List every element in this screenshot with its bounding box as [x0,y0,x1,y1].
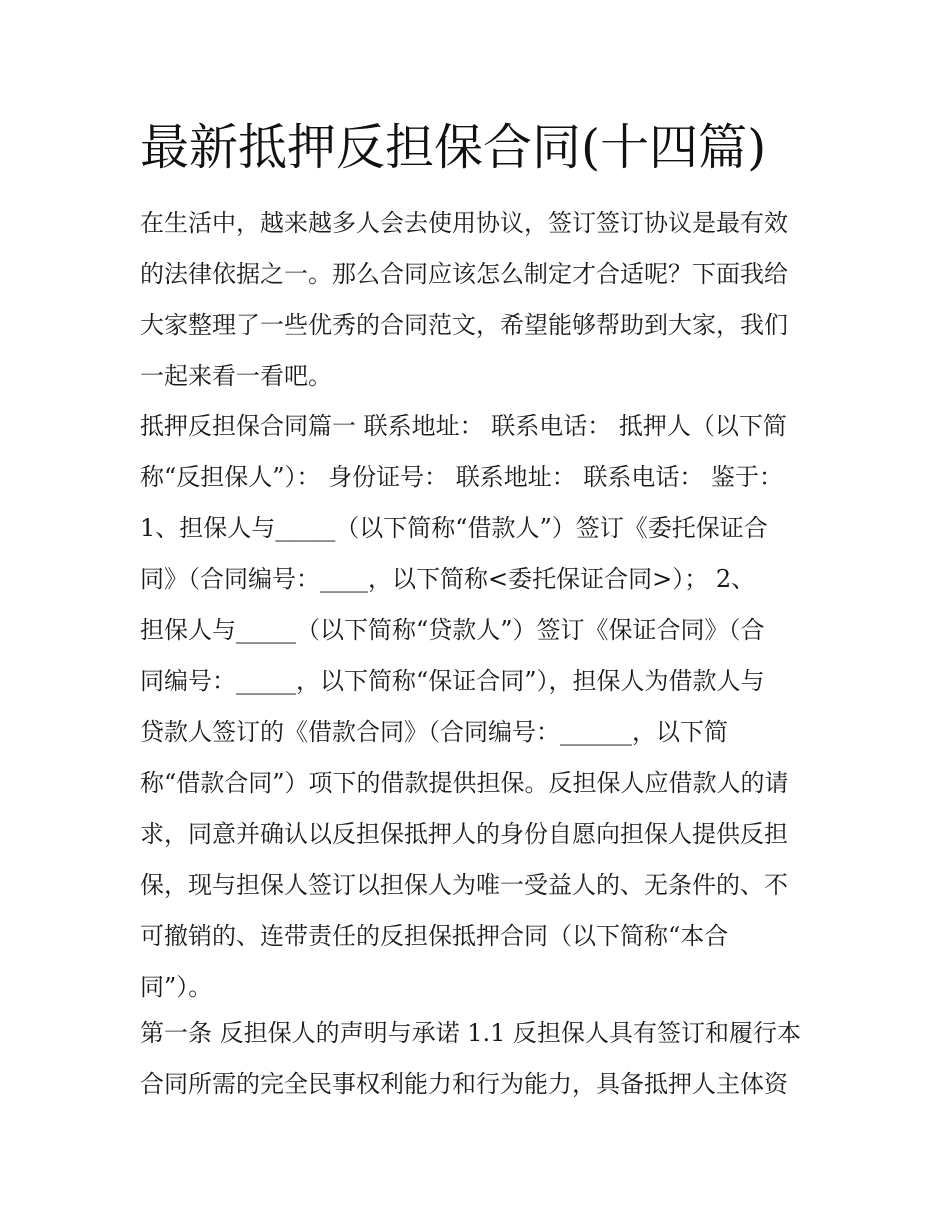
intro-paragraph [140,198,788,402]
paragraph-line: 的法律依据之一。那么合同应该怎么制定才合适呢？下面我给 [140,260,788,288]
paragraph-line: 一起来看一看吧。 [140,362,332,390]
paragraph-line: 同编号：_____，以下简称“保证合同”），担保人为借款人与 [140,667,765,695]
contract-preamble-paragraph [140,401,789,1013]
paragraph-line: 担保人与_____（以下简称“贷款人”）签订《保证合同》（合 [140,616,765,644]
paragraph-line: 1、担保人与_____（以下简称“借款人”）签订《委托保证合 [140,514,768,542]
paragraph-line: 称“借款合同”）项下的借款提供担保。反担保人应借款人的请 [140,769,789,797]
document-title: 最新抵押反担保合同(十四篇) [140,119,767,176]
paragraph-line: 可撤销的、连带责任的反担保抵押合同（以下简称“本合 [140,922,729,950]
paragraph-line: 大家整理了一些优秀的合同范文，希望能够帮助到大家，我们 [140,311,788,339]
paragraph-line: 同”）。 [140,973,213,1001]
paragraph-line: 保，现与担保人签订以担保人为唯一受益人的、无条件的、不 [140,871,788,899]
paragraph-line: 称“反担保人”）： 身份证号： 联系地址： 联系电话： 鉴于： [140,463,784,491]
paragraph-line: 在生活中，越来越多人会去使用协议，签订签订协议是最有效 [140,209,788,237]
paragraph-line: 抵押反担保合同篇一 联系地址： 联系电话： 抵押人（以下简 [140,412,787,440]
paragraph-line: 第一条 反担保人的声明与承诺 1.1 反担保人具有签订和履行本 [140,1019,802,1047]
paragraph-line: 合同所需的完全民事权利能力和行为能力，具备抵押人主体资 [140,1070,788,1098]
paragraph-line: 同》（合同编号：____，以下简称<委托保证合同>）； 2、 [140,565,756,593]
article-one-paragraph [140,1008,801,1110]
paragraph-line: 求，同意并确认以反担保抵押人的身份自愿向担保人提供反担 [140,820,788,848]
paragraph-line: 贷款人签订的《借款合同》（合同编号：______，以下简 [140,718,728,746]
